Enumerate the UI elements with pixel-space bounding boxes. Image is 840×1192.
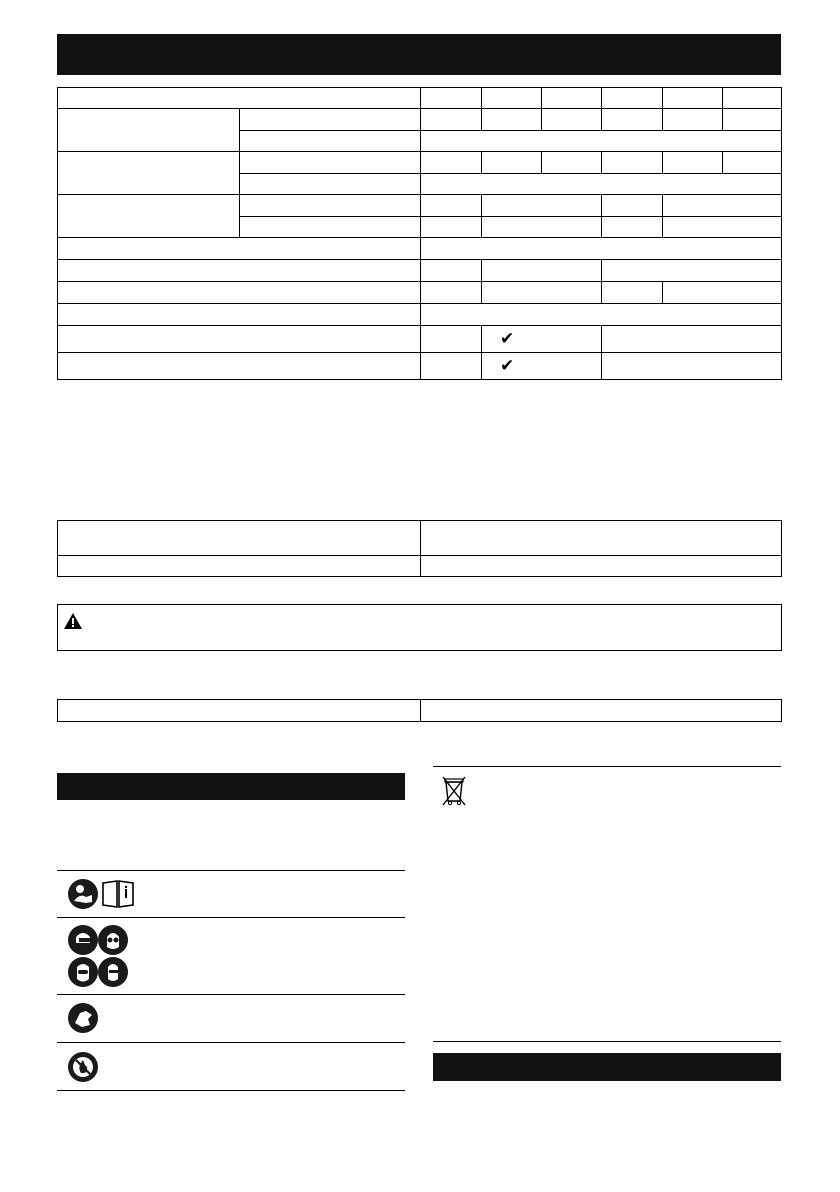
symbols-row-line [57,994,405,995]
spec-checkmark: ✔ [500,329,515,349]
spec-col-line [662,281,663,303]
warning-triangle-icon [64,613,82,629]
ear-protection-icon [68,925,98,955]
symbols-row-line [57,917,405,918]
face-shield-icon [68,957,98,987]
spec-col-line [601,281,602,303]
spec-col-line [662,194,663,237]
spec-col-line [722,151,723,173]
gloves-icon [68,1003,98,1033]
goggles-icon [98,925,128,955]
spec-col-line [601,259,602,281]
spec-col-line [481,325,482,380]
crossed-out-wheelie-bin-icon [441,774,467,808]
spec-col-line [541,87,542,130]
spec-col-line [481,151,482,173]
no-open-flame-icon [68,1052,98,1082]
read-manual-icon [68,879,98,909]
spec-checkmark: ✔ [500,356,515,376]
spec-col-line [722,87,723,130]
spec-subrow-line [239,216,782,217]
spec-col-line [601,151,602,173]
section-heading-bar-right [433,1053,781,1081]
symbols-row-line [57,1090,405,1091]
manual-book-icon [102,880,134,908]
spec-subrow-line [239,173,782,174]
spec-col-line [662,151,663,173]
spec-col-line [481,87,482,130]
spec-col-line [481,281,482,303]
spec-col-line [541,151,542,173]
spec-col-line [601,194,602,237]
section-heading-bar-symbols [57,773,405,800]
spec-col-line [481,194,482,237]
spec-col-line [481,259,482,281]
section-heading-bar-specifications [57,34,781,75]
spec-col-line [662,87,663,130]
secondary-table-col-line [420,520,421,577]
spec-subrow-line [239,130,782,131]
safety-glasses-icon [98,957,128,987]
disposal-bottom-line [433,1041,781,1042]
symbols-row-line [57,1042,405,1043]
disposal-top-line [433,766,781,767]
spec-col-line [420,87,421,380]
spec-col-line [601,87,602,130]
symbols-row-line [57,870,405,871]
spec-col-line [239,108,240,237]
single-row-table-col-line [420,699,421,722]
warning-box [57,604,782,651]
spec-col-line [601,325,602,380]
